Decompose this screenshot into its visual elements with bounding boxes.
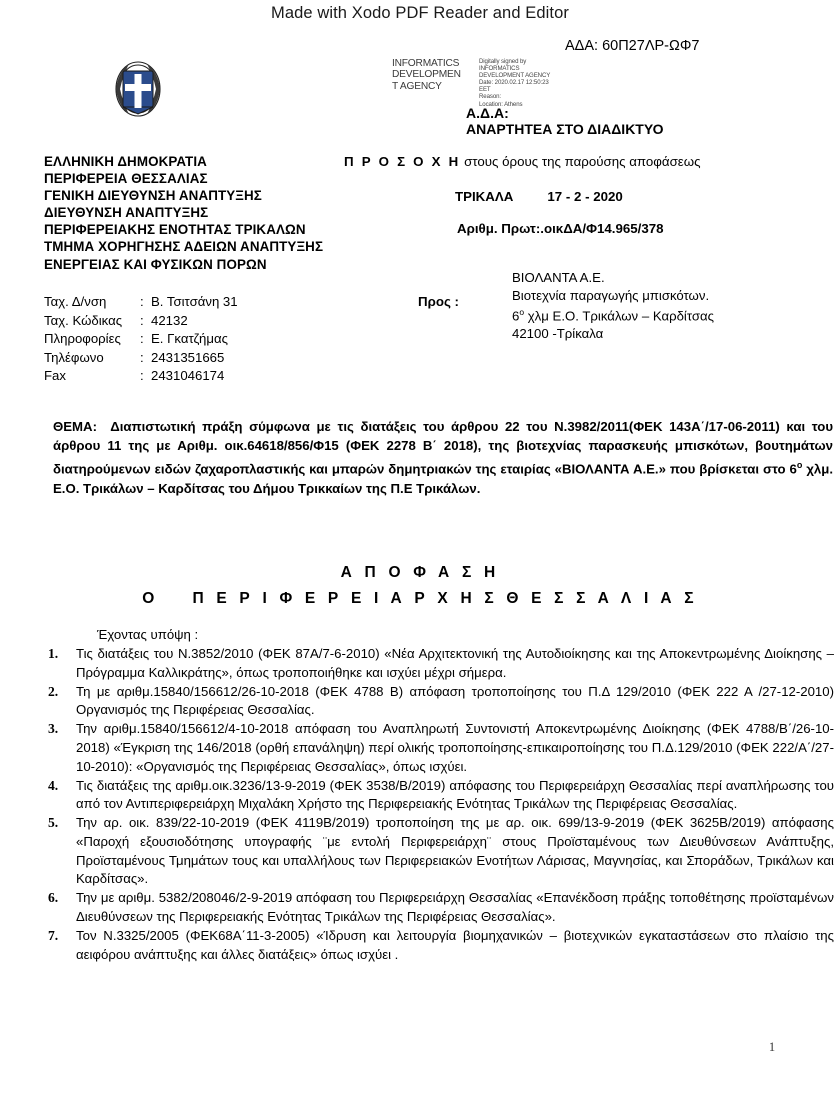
clause-item: Τις διατάξεις της αριθμ.οικ.3236/13-9-2019 (ΦΕΚ 3538/Β/2019) απόφασης του Περιφερειάρχη Θεσσαλίας περί αναπλήρωσης του από τον Αντιπεριφερειάρχη Μιχαλάκη Χρήστο της Περιφερειακής Ενότητας Τρικάλων της Περιφέρειας Θεσσαλίας.: [76, 777, 834, 812]
clause-item: Τον Ν.3325/2005 (ΦΕΚ68Α΄11-3-2005) «Ίδρυση και λειτουργία βιομηχανικών – βιοτεχνικών εγκαταστάσεων στο πλαίσιο της αειφόρου ανάπτυξης και άλλες διατάξεις» όπως ισχύει .: [76, 927, 834, 962]
subject-label: ΘΕΜΑ:: [53, 419, 97, 434]
issuer-line: ΓΕΝΙΚΗ ΔΙΕΥΘΥΝΣΗ ΑΝΑΠΤΥΞΗΣ: [44, 188, 262, 204]
issuer-line: ΤΜΗΜΑ ΧΟΡΗΓΗΣΗΣ ΑΔΕΙΩΝ ΑΝΑΠΤΥΞΗΣ: [44, 239, 324, 255]
signature-detail-line: DEVELOPMENT AGENCY: [479, 72, 551, 80]
issuer-line: ΠΕΡΙΦΕΡΕΙΑ ΘΕΣΣΑΛΙΑΣ: [44, 171, 208, 187]
recipient-line: Βιοτεχνία παραγωγής μπισκότων.: [512, 287, 710, 303]
contact-row: [44, 293, 238, 312]
decision-article: Ο: [142, 590, 159, 607]
city-name: ΤΡΙΚΑΛΑ: [455, 189, 514, 204]
recipient-address: [512, 269, 714, 343]
contact-value: 2431351665: [151, 349, 225, 365]
contact-separator: :: [140, 368, 144, 384]
protocol-number: Αριθμ. Πρωτ:.οικΔΑ/Φ14.965/378: [457, 221, 664, 236]
signature-detail-line: Reason:: [479, 93, 501, 101]
recipient-km-rest: χλμ Ε.Ο. Τρικάλων – Καρδίτσας: [524, 308, 714, 324]
clause-item: Τη με αριθμ.15840/156612/26-10-2018 (ΦΕΚ 4788 Β) απόφαση τροποποίησης του Π.Δ 129/2010 (ΦΕΚ 222 Α /27-12-2010) Οργανισμός της Περιφέρειας Θεσσαλίας.: [76, 683, 834, 718]
contact-row: [44, 330, 238, 349]
city-and-date: [455, 189, 623, 204]
digital-signature-block: [392, 58, 577, 108]
xodo-watermark-header: Made with Xodo PDF Reader and Editor: [270, 4, 569, 22]
signature-detail-line: Digitally signed by: [479, 58, 527, 65]
subject-text-part1: Διαπιστωτική πράξη σύμφωνα με τις διατάξεις του άρθρου 22 του Ν.3982/2011(ΦΕΚ 143Α΄/17-06-2011) και του άρθρου 11 της με Αριθμ. οικ.64618/856/Φ15 (ΦΕΚ 2278 Β΄ 2018), της βιοτεχνίας παρασκευής μπισκότων, βουτημάτων διατηρούμενων ειδών ζαχαροπλαστικής και μπαρών δημητριακών της εταιρίας «ΒΙΟΛΑΝΤΑ Α.Ε.» που βρίσκεται στο 6: [53, 419, 833, 477]
contact-key: Ταχ. Κώδικας: [44, 312, 123, 328]
clause-item: Τις διατάξεις του Ν.3852/2010 (ΦΕΚ 87Α/7-6-2010) «Νέα Αρχιτεκτονική της Αυτοδιοίκησης και της Αποκεντρωμένης Διοίκησης – Πρόγραμμα Καλλικράτης», όπως τροποποιήθηκε και ισχύει μέχρι σήμερα.: [76, 646, 834, 680]
recipient-to-label: Προς :: [418, 294, 459, 309]
clause-item: Την με αριθμ. 5382/208046/2-9-2019 απόφαση του Περιφερειάρχη Θεσσαλίας «Επανέκδοση πράξης τοποθέτησης προϊσταμένων Διευθύνσεων της Περιφερειακής Ενότητας Τρικάλων της Περιφέρειας Θεσσαλίας».: [76, 890, 834, 924]
issuer-masthead: [44, 153, 323, 273]
signature-details: [479, 58, 575, 108]
attention-rest: στους όρους της παρούσης αποφάσεως: [464, 154, 701, 169]
page-number: 1: [768, 1040, 776, 1054]
recipient-km-number: 6: [512, 308, 520, 324]
issuer-line: ΕΛΛΗΝΙΚΗ ΔΗΜΟΚΡΑΤΙΑ: [44, 154, 207, 169]
contact-separator: :: [140, 349, 144, 365]
signer-line-3: T AGENCY: [392, 80, 442, 92]
publication-note: ΑΝΑΡΤΗΤΕΑ ΣΤΟ ΔΙΑΔΙΚΤΥΟ: [466, 121, 664, 137]
contact-details: [44, 293, 238, 386]
contact-key: Τηλέφωνο: [44, 349, 104, 365]
document-date: 17 - 2 - 2020: [547, 189, 623, 204]
contact-row: [44, 349, 238, 368]
signature-detail-line: Location: Athens: [479, 100, 523, 108]
contact-key: Ταχ. Δ/νση: [44, 294, 107, 309]
clauses-list: [46, 645, 834, 965]
decision-authority: Π Ε Ρ Ι Φ Ε Ρ Ε Ι Α Ρ Χ Η Σ Θ Ε Σ Σ Α Λ Ι Α Σ: [192, 590, 698, 607]
subject-block: [53, 417, 833, 498]
issuer-line: ΔΙΕΥΘΥΝΣΗ ΑΝΑΠΤΥΞΗΣ: [44, 205, 209, 221]
contact-key: Fax: [44, 368, 66, 384]
contact-row: [44, 367, 238, 386]
hellenic-republic-emblem-icon: [107, 58, 169, 120]
contact-value: 42132: [151, 312, 188, 328]
attention-keyword: Π Ρ Ο Σ Ο Χ Η: [344, 154, 461, 169]
clause-item: Την αρ. οικ. 839/22-10-2019 (ΦΕΚ 4119Β/2019) τροποποίηση της με αρ. οικ. 699/13-9-2019 (ΦΕΚ 3625Β/2019) απόφασης «Παροχή εξουσιοδότησης υπογραφής ¨με εντολή Περιφερειάρχη¨ στους Προϊσταμένους των Διευθύνσεων Ανάπτυξης, Προϊσταμένους Τμημάτων τους και υπαλλήλους των Περιφερειακών Ενοτήτων Λάρισας, Μαγνησίας, και Σποράδων, Τρικάλων και Καρδίτσας».: [76, 815, 834, 887]
clause-item: Την αριθμ.15840/156612/4-10-2018 απόφαση του Αναπληρωτή Συντονιστή Αποκεντρωμένης Διοίκησης (ΦΕΚ 4788/Β΄/26-10-2018) «Έγκριση της 146/2018 (ορθή επανάληψη) περί ολικής τροποποίησης-επικαιροποίησης του Π.Δ.129/2010 (ΦΕΚ 222/Α΄/27-10-2010): «Οργανισμός της Περιφέρειας Θεσσαλίας», όπως ισχύει.: [76, 721, 834, 774]
attention-notice: [344, 154, 701, 169]
recipient-line: 42100 -Τρίκαλα: [512, 326, 604, 342]
recipient-line: [512, 304, 714, 325]
subject-paragraph: [53, 417, 833, 498]
contact-separator: :: [140, 312, 144, 328]
issuer-line: ΠΕΡΙΦΕΡΕΙΑΚΗΣ ΕΝΟΤΗΤΑΣ ΤΡΙΚΑΛΩΝ: [44, 222, 306, 238]
signature-detail-line: EET: [479, 86, 491, 94]
decision-title: Α Π Ο Φ Α Σ Η: [340, 564, 500, 581]
signature-signer-name: [392, 58, 474, 92]
contact-separator: :: [140, 331, 144, 347]
ada-label: Α.Δ.Α:: [466, 105, 509, 121]
signature-detail-line: Date: 2020.02.17 12:50:23: [479, 79, 549, 87]
contact-value: 2431046174: [151, 368, 225, 384]
subject-ordinal: ο: [796, 459, 803, 470]
contact-value: Β. Τσιτσάνη 31: [151, 294, 238, 309]
recipient-km-ordinal: ο: [519, 307, 525, 318]
signer-line-1: INFORMATICS: [392, 58, 460, 69]
contact-row: [44, 312, 238, 331]
ada-code: ΑΔΑ: 60Π27ΛΡ-ΩΦ7: [565, 38, 700, 54]
contact-separator: :: [140, 294, 144, 309]
preamble-text: Έχοντας υπόψη :: [97, 627, 199, 642]
recipient-line: ΒΙΟΛΑΝΤΑ Α.Ε.: [512, 270, 605, 285]
decision-subtitle: [0, 590, 840, 608]
issuer-line: ΕΝΕΡΓΕΙΑΣ ΚΑΙ ΦΥΣΙΚΩΝ ΠΟΡΩΝ: [44, 256, 267, 272]
signature-detail-line: INFORMATICS: [479, 65, 520, 73]
contact-value: Ε. Γκατζήμας: [151, 331, 228, 347]
subject-text-part2: χλμ. Ε.Ο. Τρικάλων – Καρδίτσας του Δήμου Τρικκαίων της Π.Ε Τρικάλων.: [53, 461, 833, 496]
signer-line-2: DEVELOPMEN: [392, 69, 461, 81]
contact-key: Πληροφορίες: [44, 331, 121, 347]
